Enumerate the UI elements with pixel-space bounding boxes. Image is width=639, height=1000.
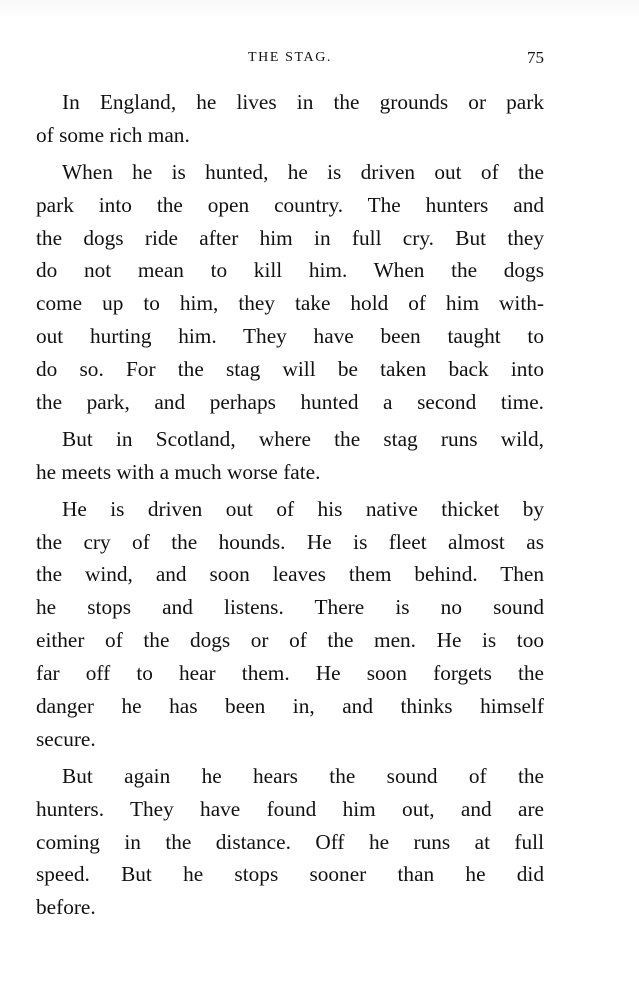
text-line: But in Scotland, where the stag runs wild, [62, 426, 544, 451]
text-line: danger he has been in, and thinks himself [36, 694, 544, 719]
text-line: the cry of the hounds. He is fleet almost as [36, 529, 544, 554]
text-line: either of the dogs or of the men. He is too [36, 628, 544, 653]
text-line: far off to hear them. He soon forgets the [36, 661, 544, 686]
text-line: But again he hears the sound of the [62, 763, 544, 788]
text-line: coming in the distance. Off he runs at full [36, 829, 544, 854]
paragraph-4 [36, 493, 544, 756]
text-line: out hurting him. They have been taught to [36, 324, 544, 349]
page-edge-shadow [0, 0, 639, 18]
text-line: come up to him, they take hold of him with- [36, 291, 544, 316]
text-line: he stops and listens. There is no sound [36, 595, 544, 620]
page-number: 75 [527, 48, 544, 67]
text-line: do not mean to kill him. When the dogs [36, 258, 544, 283]
text-line: secure. [36, 726, 96, 751]
text-line: hunters. They have found him out, and are [36, 796, 544, 821]
text-line: When he is hunted, he is driven out of the [62, 159, 544, 184]
paragraph-5 [36, 760, 544, 924]
text-line: the park, and perhaps hunted a second time. [36, 390, 544, 415]
text-line: In England, he lives in the grounds or park [62, 90, 544, 114]
text-line: speed. But he stops sooner than he did [36, 862, 544, 887]
paragraph-3 [36, 423, 544, 489]
running-title: THE STAG. [247, 50, 333, 65]
text-line: the wind, and soon leaves them behind. Then [36, 562, 544, 587]
text-line: before. [36, 895, 96, 920]
text-line: he meets with a much worse fate. [36, 459, 321, 484]
text-line: do so. For the stag will be taken back into [36, 357, 544, 382]
text-line: of some rich man. [36, 122, 190, 147]
paragraph-1 [36, 86, 544, 152]
text-line: He is driven out of his native thicket by [62, 496, 544, 521]
text-line: the dogs ride after him in full cry. But they [36, 225, 544, 250]
text-body [36, 86, 544, 928]
paragraph-2 [36, 156, 544, 419]
text-line: park into the open country. The hunters and [36, 192, 544, 217]
running-head [36, 48, 544, 72]
